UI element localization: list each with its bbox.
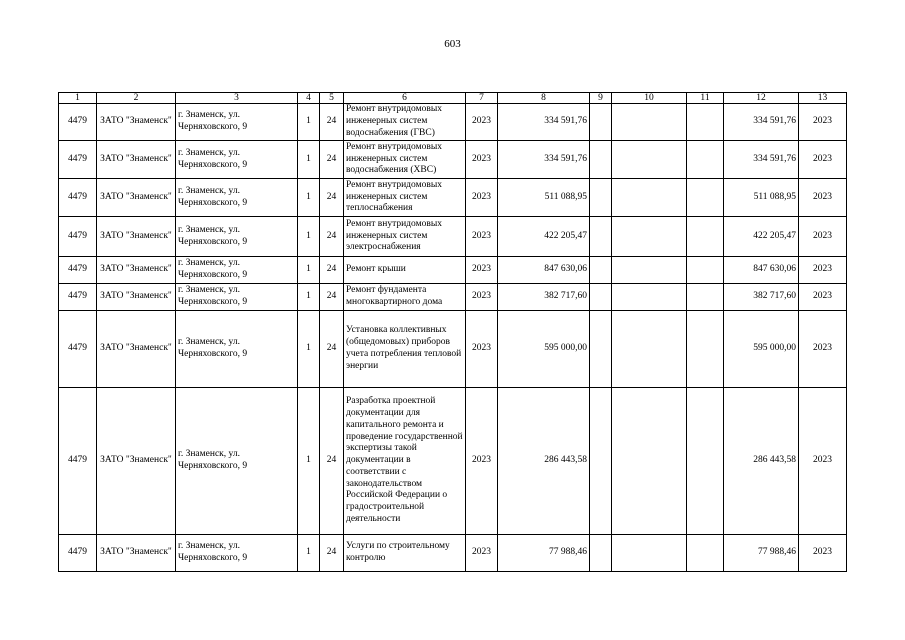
cell-col5: 24 bbox=[320, 257, 344, 284]
cell-col10 bbox=[612, 388, 687, 535]
cell-col10 bbox=[612, 141, 687, 179]
header-col-4: 4 bbox=[298, 93, 320, 104]
header-col-1: 1 bbox=[59, 93, 97, 104]
cell-year-end: 2023 bbox=[799, 217, 847, 257]
cell-id: 4479 bbox=[59, 311, 97, 388]
cell-total: 422 205,47 bbox=[724, 217, 799, 257]
cell-col11 bbox=[687, 179, 724, 217]
cell-amount: 334 591,76 bbox=[498, 104, 590, 141]
cell-work-type: Установка коллективных (общедомовых) приборов учета потребления тепловой энергии bbox=[344, 311, 466, 388]
cell-year-end: 2023 bbox=[799, 257, 847, 284]
cell-col4: 1 bbox=[298, 311, 320, 388]
cell-work-type: Ремонт внутридомовых инженерных систем электроснабжения bbox=[344, 217, 466, 257]
cell-col5: 24 bbox=[320, 104, 344, 141]
header-col-3: 3 bbox=[176, 93, 298, 104]
cell-year: 2023 bbox=[466, 284, 498, 311]
cell-work-type: Услуги по строительному контролю bbox=[344, 535, 466, 572]
cell-id: 4479 bbox=[59, 257, 97, 284]
cell-col5: 24 bbox=[320, 217, 344, 257]
table-row bbox=[59, 141, 847, 179]
cell-address: г. Знаменск, ул. Черняховского, 9 bbox=[176, 535, 298, 572]
cell-col9 bbox=[590, 257, 612, 284]
cell-year-end: 2023 bbox=[799, 535, 847, 572]
cell-col11 bbox=[687, 257, 724, 284]
cell-col5: 24 bbox=[320, 388, 344, 535]
cell-amount: 77 988,46 bbox=[498, 535, 590, 572]
cell-amount: 382 717,60 bbox=[498, 284, 590, 311]
cell-col11 bbox=[687, 104, 724, 141]
cell-municipality: ЗАТО "Знаменск" bbox=[97, 141, 176, 179]
header-col-2: 2 bbox=[97, 93, 176, 104]
header-col-9: 9 bbox=[590, 93, 612, 104]
header-col-7: 7 bbox=[466, 93, 498, 104]
table-row bbox=[59, 311, 847, 388]
cell-municipality: ЗАТО "Знаменск" bbox=[97, 179, 176, 217]
cell-id: 4479 bbox=[59, 141, 97, 179]
cell-col10 bbox=[612, 104, 687, 141]
cell-year: 2023 bbox=[466, 141, 498, 179]
cell-col10 bbox=[612, 257, 687, 284]
header-row bbox=[59, 93, 847, 104]
cell-total: 382 717,60 bbox=[724, 284, 799, 311]
cell-col10 bbox=[612, 179, 687, 217]
cell-col9 bbox=[590, 535, 612, 572]
cell-amount: 847 630,06 bbox=[498, 257, 590, 284]
cell-col9 bbox=[590, 388, 612, 535]
cell-total: 511 088,95 bbox=[724, 179, 799, 217]
cell-year-end: 2023 bbox=[799, 284, 847, 311]
cell-amount: 595 000,00 bbox=[498, 311, 590, 388]
cell-year: 2023 bbox=[466, 535, 498, 572]
page-number: 603 bbox=[444, 38, 461, 50]
cell-year: 2023 bbox=[466, 217, 498, 257]
cell-amount: 286 443,58 bbox=[498, 388, 590, 535]
cell-amount: 422 205,47 bbox=[498, 217, 590, 257]
cell-address: г. Знаменск, ул. Черняховского, 9 bbox=[176, 257, 298, 284]
cell-col9 bbox=[590, 179, 612, 217]
cell-col11 bbox=[687, 141, 724, 179]
cell-address: г. Знаменск, ул. Черняховского, 9 bbox=[176, 141, 298, 179]
cell-total: 847 630,06 bbox=[724, 257, 799, 284]
cell-col4: 1 bbox=[298, 257, 320, 284]
cell-col11 bbox=[687, 311, 724, 388]
cell-year-end: 2023 bbox=[799, 141, 847, 179]
table-row bbox=[59, 284, 847, 311]
cell-work-type: Ремонт внутридомовых инженерных систем водоснабжения (ХВС) bbox=[344, 141, 466, 179]
header-col-13: 13 bbox=[799, 93, 847, 104]
cell-year-end: 2023 bbox=[799, 388, 847, 535]
cell-col5: 24 bbox=[320, 535, 344, 572]
cell-year: 2023 bbox=[466, 104, 498, 141]
capital-repair-table bbox=[58, 92, 847, 572]
cell-work-type: Ремонт внутридомовых инженерных систем водоснабжения (ГВС) bbox=[344, 104, 466, 141]
cell-year-end: 2023 bbox=[799, 179, 847, 217]
table-row bbox=[59, 217, 847, 257]
cell-municipality: ЗАТО "Знаменск" bbox=[97, 535, 176, 572]
header-col-10: 10 bbox=[612, 93, 687, 104]
cell-address: г. Знаменск, ул. Черняховского, 9 bbox=[176, 104, 298, 141]
cell-year: 2023 bbox=[466, 257, 498, 284]
cell-col10 bbox=[612, 535, 687, 572]
cell-total: 286 443,58 bbox=[724, 388, 799, 535]
cell-col11 bbox=[687, 535, 724, 572]
cell-amount: 334 591,76 bbox=[498, 141, 590, 179]
cell-col9 bbox=[590, 141, 612, 179]
cell-year-end: 2023 bbox=[799, 104, 847, 141]
cell-work-type: Ремонт крыши bbox=[344, 257, 466, 284]
cell-col11 bbox=[687, 388, 724, 535]
cell-address: г. Знаменск, ул. Черняховского, 9 bbox=[176, 388, 298, 535]
cell-year: 2023 bbox=[466, 311, 498, 388]
cell-municipality: ЗАТО "Знаменск" bbox=[97, 311, 176, 388]
cell-work-type: Ремонт внутридомовых инженерных систем теплоснабжения bbox=[344, 179, 466, 217]
cell-total: 595 000,00 bbox=[724, 311, 799, 388]
cell-year: 2023 bbox=[466, 179, 498, 217]
cell-col5: 24 bbox=[320, 141, 344, 179]
cell-work-type: Разработка проектной документации для капитального ремонта и проведение государственной экспертизы такой документации в соответствии с законодательством Российской Федерации о градостроительной деятельности bbox=[344, 388, 466, 535]
cell-col10 bbox=[612, 311, 687, 388]
header-col-12: 12 bbox=[724, 93, 799, 104]
table-row bbox=[59, 104, 847, 141]
cell-col4: 1 bbox=[298, 284, 320, 311]
cell-municipality: ЗАТО "Знаменск" bbox=[97, 104, 176, 141]
header-col-11: 11 bbox=[687, 93, 724, 104]
cell-address: г. Знаменск, ул. Черняховского, 9 bbox=[176, 284, 298, 311]
table-row bbox=[59, 179, 847, 217]
cell-col4: 1 bbox=[298, 179, 320, 217]
cell-year: 2023 bbox=[466, 388, 498, 535]
cell-municipality: ЗАТО "Знаменск" bbox=[97, 257, 176, 284]
cell-col5: 24 bbox=[320, 311, 344, 388]
cell-id: 4479 bbox=[59, 284, 97, 311]
cell-col4: 1 bbox=[298, 388, 320, 535]
cell-col9 bbox=[590, 104, 612, 141]
cell-id: 4479 bbox=[59, 104, 97, 141]
cell-col10 bbox=[612, 217, 687, 257]
cell-municipality: ЗАТО "Знаменск" bbox=[97, 217, 176, 257]
cell-col11 bbox=[687, 217, 724, 257]
cell-total: 334 591,76 bbox=[724, 141, 799, 179]
cell-total: 334 591,76 bbox=[724, 104, 799, 141]
cell-id: 4479 bbox=[59, 217, 97, 257]
cell-id: 4479 bbox=[59, 388, 97, 535]
header-col-6: 6 bbox=[344, 93, 466, 104]
cell-address: г. Знаменск, ул. Черняховского, 9 bbox=[176, 217, 298, 257]
cell-col4: 1 bbox=[298, 141, 320, 179]
cell-col9 bbox=[590, 284, 612, 311]
cell-address: г. Знаменск, ул. Черняховского, 9 bbox=[176, 179, 298, 217]
cell-id: 4479 bbox=[59, 179, 97, 217]
cell-id: 4479 bbox=[59, 535, 97, 572]
cell-municipality: ЗАТО "Знаменск" bbox=[97, 388, 176, 535]
cell-col4: 1 bbox=[298, 104, 320, 141]
cell-col4: 1 bbox=[298, 217, 320, 257]
cell-col5: 24 bbox=[320, 179, 344, 217]
cell-col11 bbox=[687, 284, 724, 311]
cell-year-end: 2023 bbox=[799, 311, 847, 388]
cell-work-type: Ремонт фундамента многоквартирного дома bbox=[344, 284, 466, 311]
cell-col4: 1 bbox=[298, 535, 320, 572]
header-col-5: 5 bbox=[320, 93, 344, 104]
table-row bbox=[59, 535, 847, 572]
cell-address: г. Знаменск, ул. Черняховского, 9 bbox=[176, 311, 298, 388]
header-col-8: 8 bbox=[498, 93, 590, 104]
cell-col9 bbox=[590, 311, 612, 388]
table-row bbox=[59, 257, 847, 284]
cell-total: 77 988,46 bbox=[724, 535, 799, 572]
cell-col9 bbox=[590, 217, 612, 257]
cell-amount: 511 088,95 bbox=[498, 179, 590, 217]
cell-col10 bbox=[612, 284, 687, 311]
table-row bbox=[59, 388, 847, 535]
cell-col5: 24 bbox=[320, 284, 344, 311]
cell-municipality: ЗАТО "Знаменск" bbox=[97, 284, 176, 311]
